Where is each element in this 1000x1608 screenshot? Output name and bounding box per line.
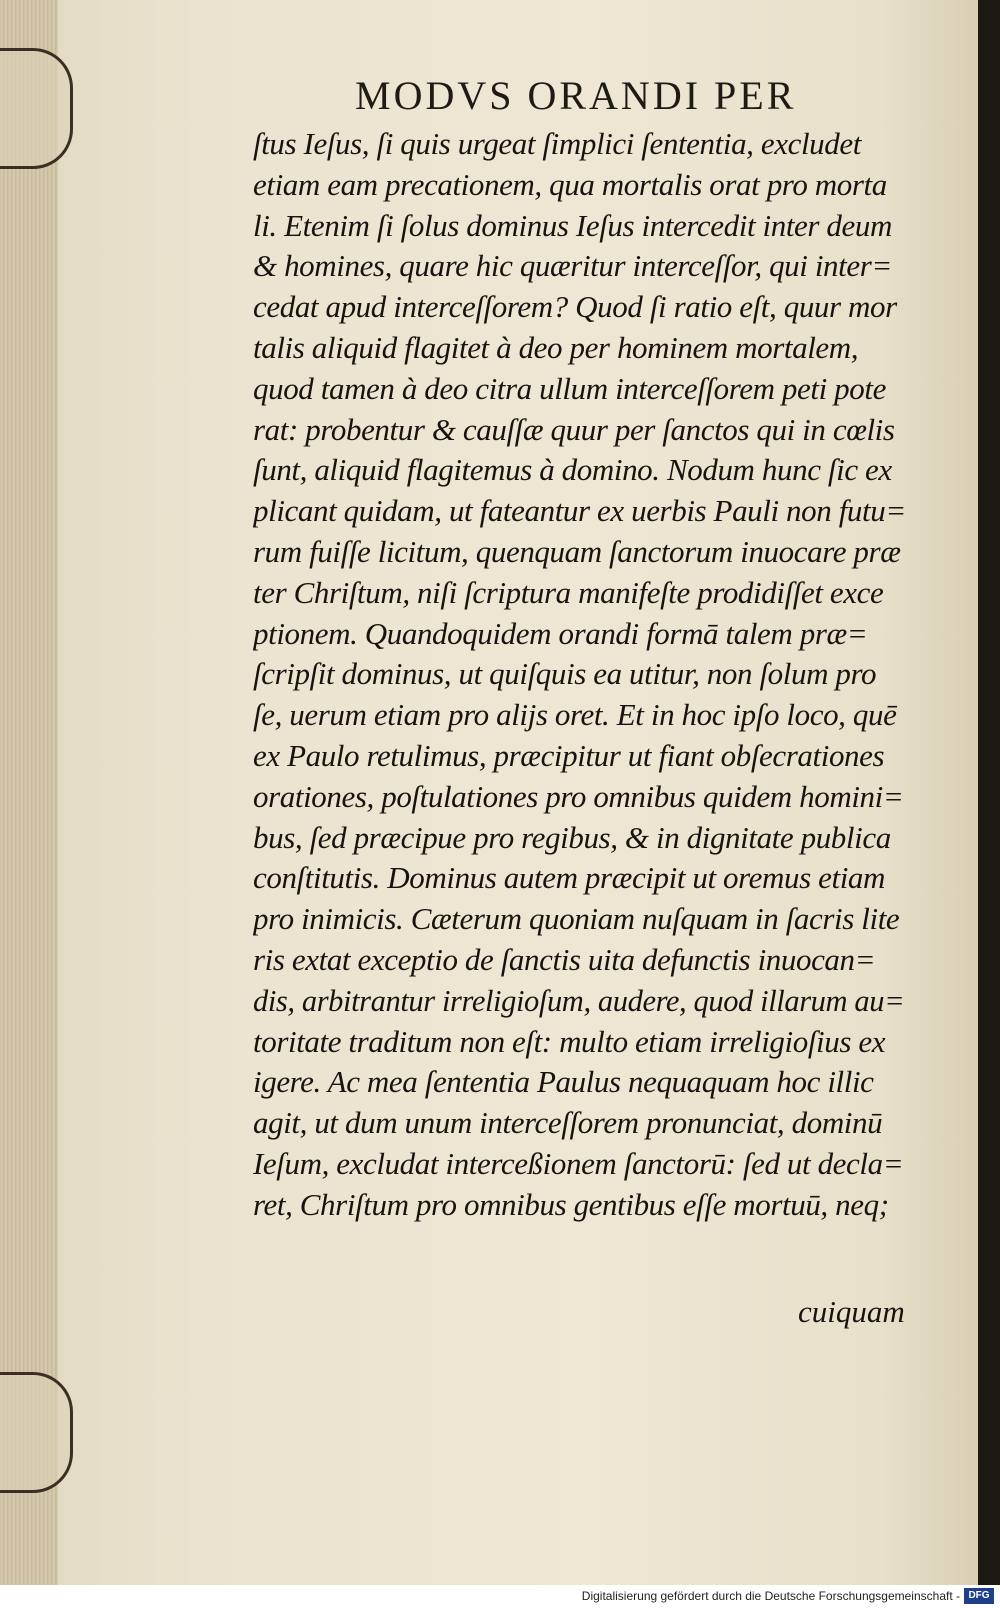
text-line: pro inimicis. Cæterum quoniam nuſquam in ſacris lite [253, 901, 900, 937]
text-line: ſtus Ieſus, ſi quis urgeat ſimplici ſententia, excludet [253, 126, 861, 161]
text-line: ptionem. Quandoquidem orandi formā talem præ= [253, 615, 868, 651]
text-line: ter Chriſtum, niſi ſcriptura manifeſte prodidiſſet exce [253, 574, 884, 610]
catchword: cuiquam [798, 1294, 905, 1329]
text-line: orationes, poſtulationes pro omnibus quidem homini= [253, 778, 904, 814]
text-line: ex Paulo retulimus, præcipitur ut fiant obſecrationes [253, 737, 885, 773]
text-line: igere. Ac mea ſententia Paulus nequaquam hoc illic [253, 1064, 874, 1100]
text-line: agit, ut dum unum interceſſorem pronunciat, dominū [253, 1105, 883, 1141]
text-block [253, 124, 913, 1226]
text-line: li. Etenim ſi ſolus dominus Ieſus intercedit inter deum [253, 207, 892, 243]
footer-bar [0, 1585, 1000, 1608]
text-line: etiam eam precationem, qua mortalis orat pro morta [253, 166, 887, 202]
text-line: ſunt, aliquid flagitemus à domino. Nodum hunc ſic ex [253, 452, 892, 488]
text-line: bus, ſed præcipue pro regibus, & in dignitate publica [253, 819, 891, 855]
text-line: ris extat exceptio de ſanctis uita defunctis inuocan= [253, 941, 876, 977]
text-line: plicant quidam, ut fateantur ex uerbis Pauli non futu= [253, 493, 906, 529]
clasp-top [0, 48, 73, 169]
page-fore-edge [0, 0, 58, 1585]
text-line: quod tamen à deo citra ullum interceſſorem peti pote [253, 370, 886, 406]
text-line: toritate traditum non eſt: multo etiam irreligioſius ex [253, 1023, 886, 1059]
running-head: MODVS ORANDI PER [355, 73, 797, 118]
text-line: conſtitutis. Dominus autem præcipit ut oremus etiam [253, 860, 886, 896]
text-line: ſcripſit dominus, ut quiſquis ea utitur, non ſolum pro [253, 656, 877, 692]
dfg-logo: DFG [964, 1588, 994, 1604]
footer-credit: Digitalisierung gefördert durch die Deutsche Forschungsgemeinschaft - [581, 1589, 960, 1603]
text-line: talis aliquid flagitet à deo per hominem mortalem, [253, 329, 859, 365]
text-line: ret, Chriſtum pro omnibus gentibus eſſe mortuū, neq; [253, 1186, 889, 1222]
text-line: ſe, uerum etiam pro alijs oret. Et in hoc ipſo loco, quē [253, 697, 897, 733]
text-line: rat: probentur & cauſſæ quur per ſanctos qui in cœlis [253, 411, 895, 447]
text-line: dis, arbitrantur irreligioſum, audere, quod illarum au= [253, 983, 905, 1018]
text-line: cedat apud interceſſorem? Quod ſi ratio eſt, quur mor [253, 289, 897, 325]
clasp-bottom [0, 1372, 73, 1493]
text-line: rum fuiſſe licitum, quenquam ſanctorum inuocare præ [253, 533, 901, 569]
text-line: Ieſum, excludat interceßionem ſanctorū: ſed ut decla= [253, 1145, 904, 1181]
text-line: & homines, quare hic quæritur interceſſor, qui inter= [253, 248, 892, 284]
